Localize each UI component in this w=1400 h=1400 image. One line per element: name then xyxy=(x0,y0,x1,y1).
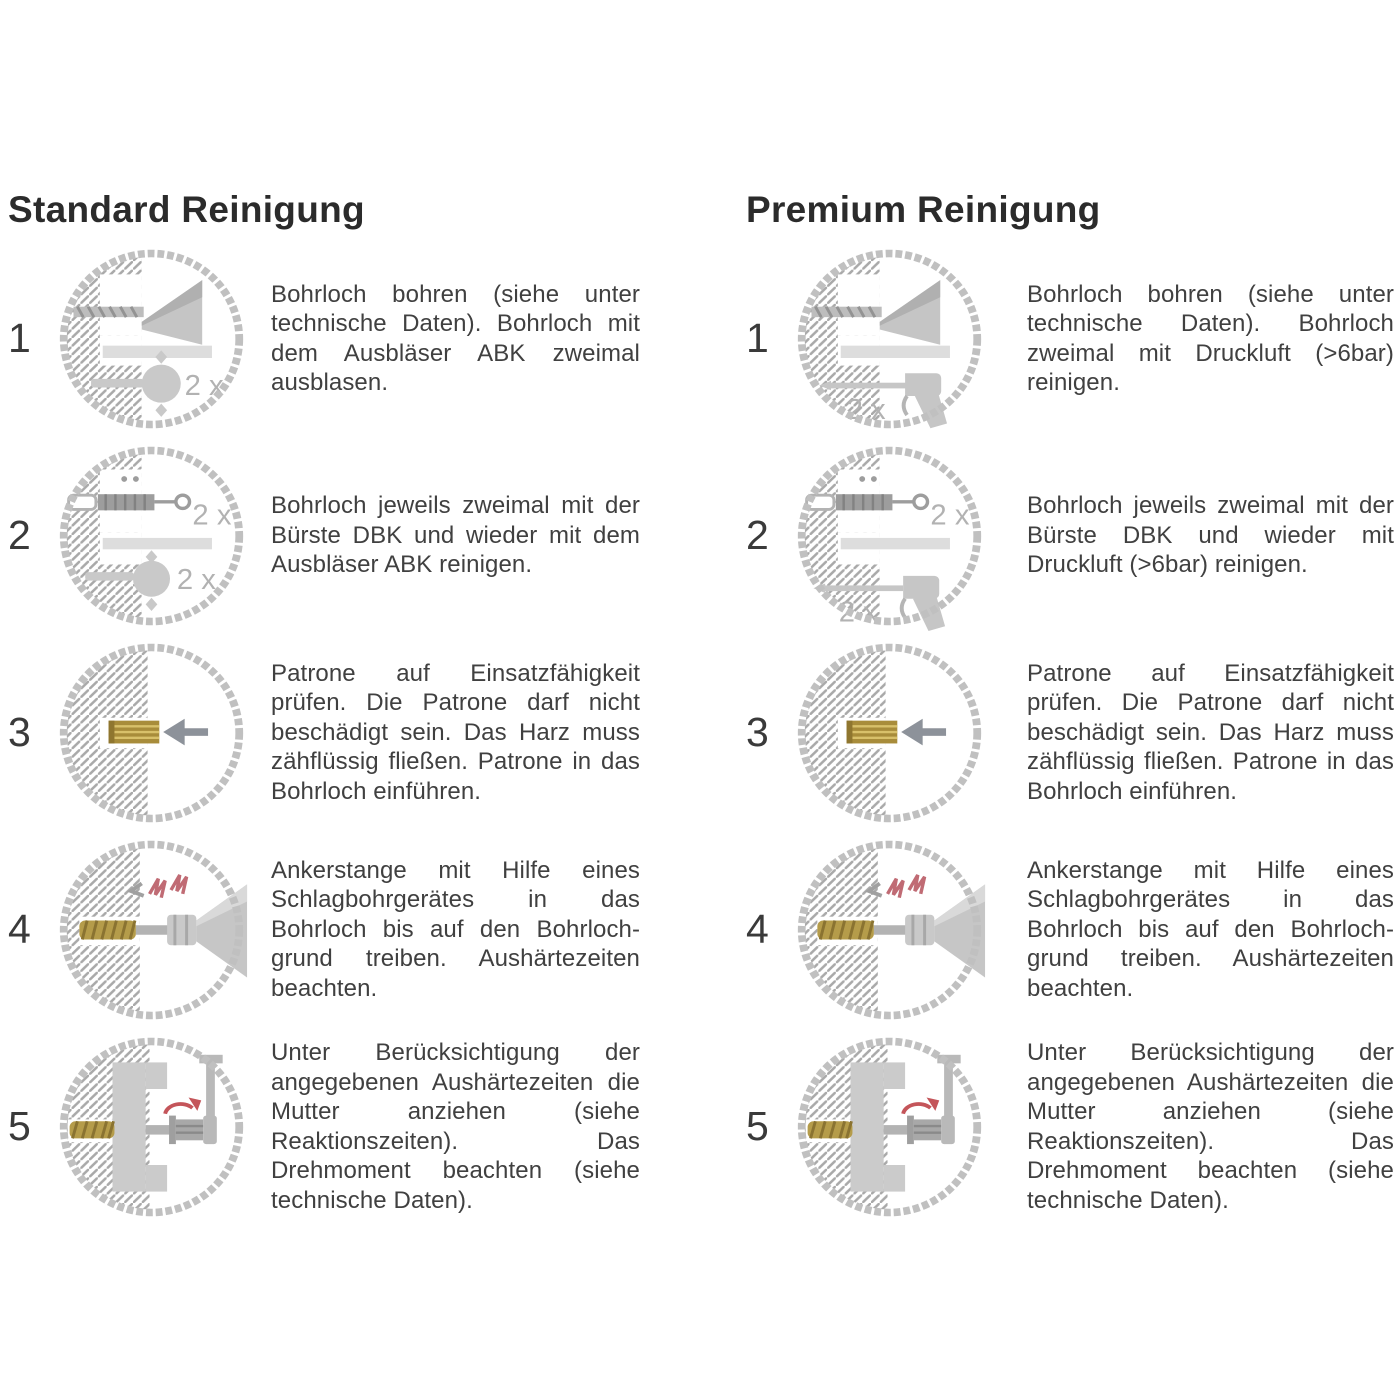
step-row xyxy=(8,634,640,831)
repeat-count-label: 2 x xyxy=(846,393,886,426)
repeat-count-label: 2 x xyxy=(838,596,878,628)
step-number: 4 xyxy=(746,906,769,952)
anchor-rod-driving-illustration xyxy=(54,835,249,1025)
drill-and-blowout-pump-illustration xyxy=(54,244,249,434)
standard-column-title: Standard Reinigung xyxy=(8,189,365,230)
step-text: Patrone auf Einsatzfähigkeit prüfen. Die Patrone darf nicht beschädigt sein. Das Harz muss zähflüssig fließen. Patrone in das Bohrloch einführen. xyxy=(1027,659,1394,805)
step-number: 3 xyxy=(8,709,31,755)
drill-bit-icon xyxy=(812,306,882,316)
borehole-bar xyxy=(841,345,950,357)
step-text: Unter Berücksichtigung der angegebenen Aushärtezeiten die Mutter anziehen (siehe Reaktionszeiten). Das Drehmoment beachten (siehe technische Daten). xyxy=(271,1039,640,1214)
premium-column-title: Premium Reinigung xyxy=(746,189,1101,230)
step-number: 5 xyxy=(8,1103,31,1149)
step-row xyxy=(746,1028,1394,1225)
step-text: Unter Berücksichtigung der angegebenen Aushärtezeiten die Mutter anziehen (siehe Reaktionszeiten). Das Drehmoment beachten (siehe technische Daten). xyxy=(1027,1039,1394,1214)
standard-column xyxy=(8,188,640,1225)
step-text: Bohrloch bohren (siehe unter technische Daten). Bohrloch zweimal mit Druckluft (>6bar) reinigen. xyxy=(1027,280,1394,396)
step-number: 4 xyxy=(8,906,31,952)
tighten-nut-illustration xyxy=(792,1032,987,1222)
repeat-count-label: 2 x xyxy=(176,564,216,596)
anchor-rod-driving-illustration xyxy=(792,835,987,1025)
cartridge-insert-illustration xyxy=(792,638,987,828)
step-row xyxy=(746,831,1394,1028)
step-number: 2 xyxy=(8,512,31,558)
tighten-nut-illustration xyxy=(54,1032,249,1222)
washer-and-nut-icon xyxy=(169,1115,203,1144)
drill-chuck-icon xyxy=(167,914,196,944)
step-number: 5 xyxy=(746,1103,769,1149)
step-text: Ankerstange mit Hilfe eines Schlagbohrgerätes in das Bohrloch bis auf den Bohrlochgrund treiben. Aushärtezeiten beachten. xyxy=(1027,856,1394,1002)
drill-chuck-icon xyxy=(905,914,934,944)
brush-and-air-gun-illustration xyxy=(792,441,987,631)
step-row xyxy=(8,240,640,437)
repeat-count-label: 2 x xyxy=(192,499,232,532)
step-number: 3 xyxy=(746,709,769,755)
cartridge-insert-illustration xyxy=(54,638,249,828)
step-row xyxy=(8,831,640,1028)
step-text: Bohrloch jeweils zweimal mit der Bürste DBK und wieder mit dem Ausbläser ABK reinigen. xyxy=(271,492,640,579)
washer-and-nut-icon xyxy=(907,1115,941,1144)
step-text: Bohrloch bohren (siehe unter technische Daten). Bohrloch mit dem Ausbläser ABK zweimal ausblasen. xyxy=(271,280,640,396)
step-row xyxy=(8,437,640,634)
borehole-bar xyxy=(103,537,212,548)
repeat-count-label: 2 x xyxy=(930,499,970,532)
repeat-count-label: 2 x xyxy=(184,369,224,402)
step-row xyxy=(8,1028,640,1225)
step-number: 1 xyxy=(8,315,31,361)
drill-bit-icon xyxy=(74,306,144,316)
step-number: 1 xyxy=(746,315,769,361)
drill-and-air-gun-illustration xyxy=(792,244,987,434)
step-text: Ankerstange mit Hilfe eines Schlagbohrgerätes in das Bohrloch bis auf den Bohrlochgrund treiben. Aushärtezeiten beachten. xyxy=(271,856,640,1002)
hatched-material xyxy=(62,251,142,426)
borehole-bar xyxy=(841,537,950,548)
step-number: 2 xyxy=(746,512,769,558)
brush-and-blowout-pump-illustration xyxy=(54,441,249,631)
step-text: Bohrloch jeweils zweimal mit der Bürste DBK und wieder mit Druckluft (>6bar) reinigen. xyxy=(1027,492,1394,579)
hatched-material xyxy=(62,448,142,623)
step-row xyxy=(746,634,1394,831)
step-row xyxy=(746,240,1394,437)
resin-cartridge-icon xyxy=(109,720,160,743)
step-text: Patrone auf Einsatzfähigkeit prüfen. Die Patrone darf nicht beschädigt sein. Das Harz muss zähflüssig fließen. Patrone in das Bohrloch einführen. xyxy=(271,659,640,805)
premium-column xyxy=(746,188,1394,1225)
resin-cartridge-icon xyxy=(847,720,898,743)
step-row xyxy=(746,437,1394,634)
